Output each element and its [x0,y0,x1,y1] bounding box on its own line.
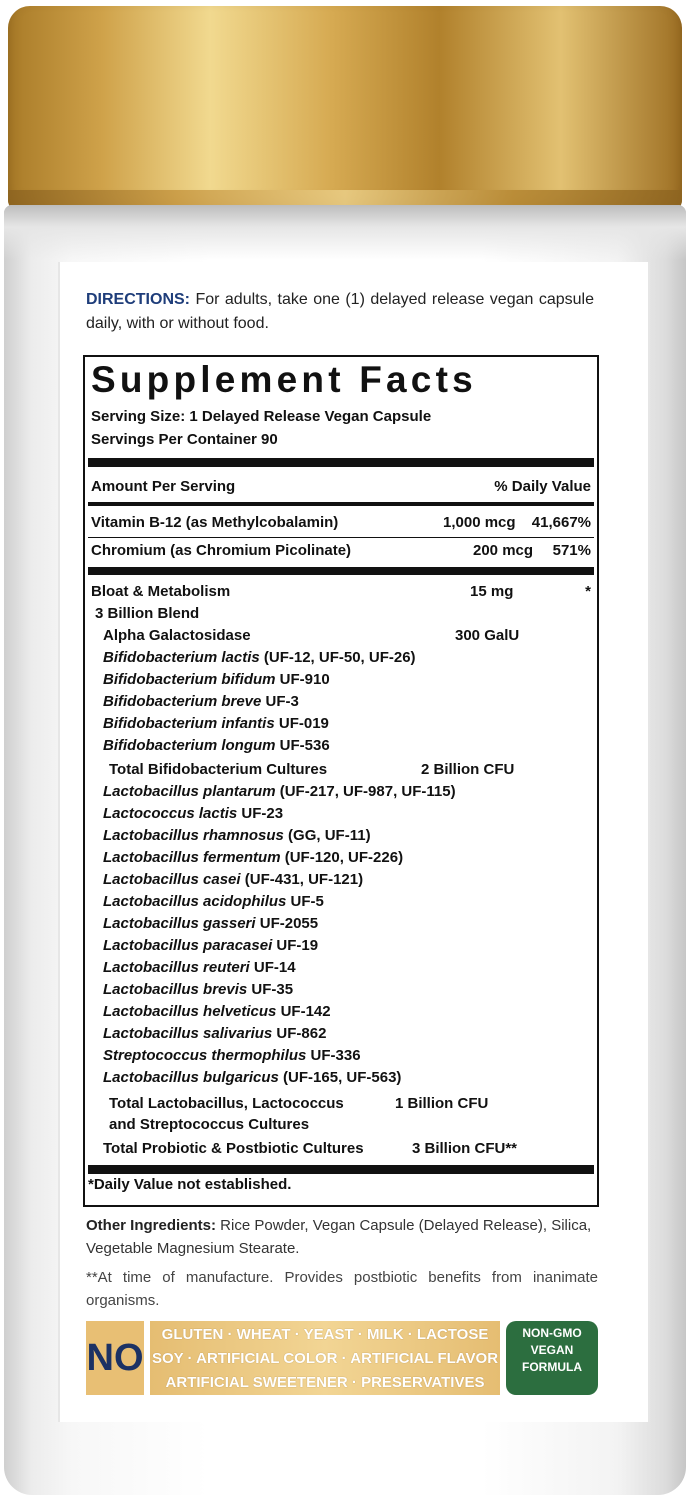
other-ingredients [86,1214,598,1260]
badge-line: NON-GMO [522,1326,582,1340]
nutrient-amount: 1,000 mcg [443,514,516,531]
thin-divider [88,537,594,538]
enzyme-name: Alpha Galactosidase [103,627,251,644]
blend-name: Bloat & Metabolism [91,583,231,600]
strain-row: Lactobacillus brevis UF-35 [103,981,294,998]
nutrient-dv: 41,667% [531,514,591,531]
badge-line: VEGAN [530,1343,574,1357]
bottle-shoulder [4,205,686,260]
blend-name-line2: 3 Billion Blend [95,605,200,622]
bifido-total-value: 2 Billion CFU [421,761,515,778]
free-from-line: GLUTEN · WHEAT · YEAST · MILK · LACTOSE [161,1326,489,1343]
grand-total-label: Total Probiotic & Postbiotic Cultures [103,1140,364,1157]
non-gmo-vegan-badge [506,1321,598,1395]
nutrient-name: Vitamin B-12 (as Methylcobalamin) [91,514,339,531]
nutrient-amount: 200 mcg [473,542,534,559]
strain-row: Lactobacillus reuteri UF-14 [103,959,296,976]
directions-label: DIRECTIONS: [86,291,190,308]
strain-row: Lactobacillus rhamnosus (GG, UF-11) [103,827,371,844]
supplement-facts-panel [83,355,599,1207]
nutrient-name: Chromium (as Chromium Picolinate) [91,542,352,559]
strain-row: Lactobacillus acidophilus UF-5 [103,893,324,910]
serving-size: Serving Size: 1 Delayed Release Vegan Capsule [91,408,432,425]
strain-row: Lactobacillus paracasei UF-19 [103,937,319,954]
lacto-total-label: Total Lactobacillus, Lactococcus [109,1095,344,1112]
enzyme-row [103,627,251,644]
free-from-panel [150,1321,500,1395]
free-from-line: SOY · ARTIFICIAL COLOR · ARTIFICIAL FLAVOR [151,1350,499,1367]
nutrient-dv: 571% [552,542,591,559]
medium-divider [88,502,594,506]
daily-value-note: *Daily Value not established. [88,1176,292,1193]
strain-row: Lactobacillus casei (UF-431, UF-121) [103,871,364,888]
manufacture-footnote: **At time of manufacture. Provides postbiotic benefits from inanimate organisms. [86,1269,598,1309]
lacto-total-label-line2: and Streptococcus Cultures [109,1116,310,1133]
strain-row: Lactobacillus salivarius UF-862 [103,1025,327,1042]
strain-row: Lactococcus lactis UF-23 [103,805,284,822]
strain-row: Lactobacillus plantarum (UF-217, UF-987, UF-115) [103,783,456,800]
bifido-total-label: Total Bifidobacterium Cultures [109,761,328,778]
amount-per-serving-label: Amount Per Serving [91,478,236,495]
strain-row: Bifidobacterium infantis UF-019 [103,715,329,732]
thick-divider [88,567,594,575]
gold-bottle-cap [8,6,682,210]
strain-row: Bifidobacterium breve UF-3 [103,693,299,710]
strain-row: Streptococcus thermophilus UF-336 [103,1047,361,1064]
thick-divider [88,458,594,467]
strain-row: Lactobacillus fermentum (UF-120, UF-226) [103,849,404,866]
badge-line: FORMULA [522,1360,582,1374]
daily-value-label: % Daily Value [494,478,591,495]
directions-text [86,288,594,336]
facts-title: Supplement Facts [91,359,477,400]
enzyme-amount: 300 GalU [455,627,520,644]
blend-amount: 15 mg [470,583,514,600]
strain-row: Bifidobacterium lactis (UF-12, UF-50, UF-26) [103,649,416,666]
lacto-total-value: 1 Billion CFU [395,1095,489,1112]
strain-row: Lactobacillus gasseri UF-2055 [103,915,319,932]
grand-total-value: 3 Billion CFU** [412,1140,518,1157]
strain-row: Bifidobacterium bifidum UF-910 [103,671,330,688]
free-from-line: ARTIFICIAL SWEETENER · PRESERVATIVES [165,1374,485,1391]
servings-per-container: Servings Per Container 90 [91,431,278,448]
thick-divider [88,1165,594,1174]
strain-row: Lactobacillus bulgaricus (UF-165, UF-563) [103,1069,402,1086]
strain-row: Bifidobacterium longum UF-536 [103,737,330,754]
other-ingredients-text: Rice Powder, Vegan Capsule (Delayed Release), Silica, Vegetable Magnesium Stearate. [86,1217,592,1257]
strain-row: Lactobacillus helveticus UF-142 [103,1003,331,1020]
no-label: NO [86,1321,144,1395]
other-ingredients-label: Other Ingredients: [86,1217,217,1234]
blend-dv: * [585,583,591,600]
directions-body: For adults, take one (1) delayed release vegan capsule daily, with or without food. [86,291,594,332]
